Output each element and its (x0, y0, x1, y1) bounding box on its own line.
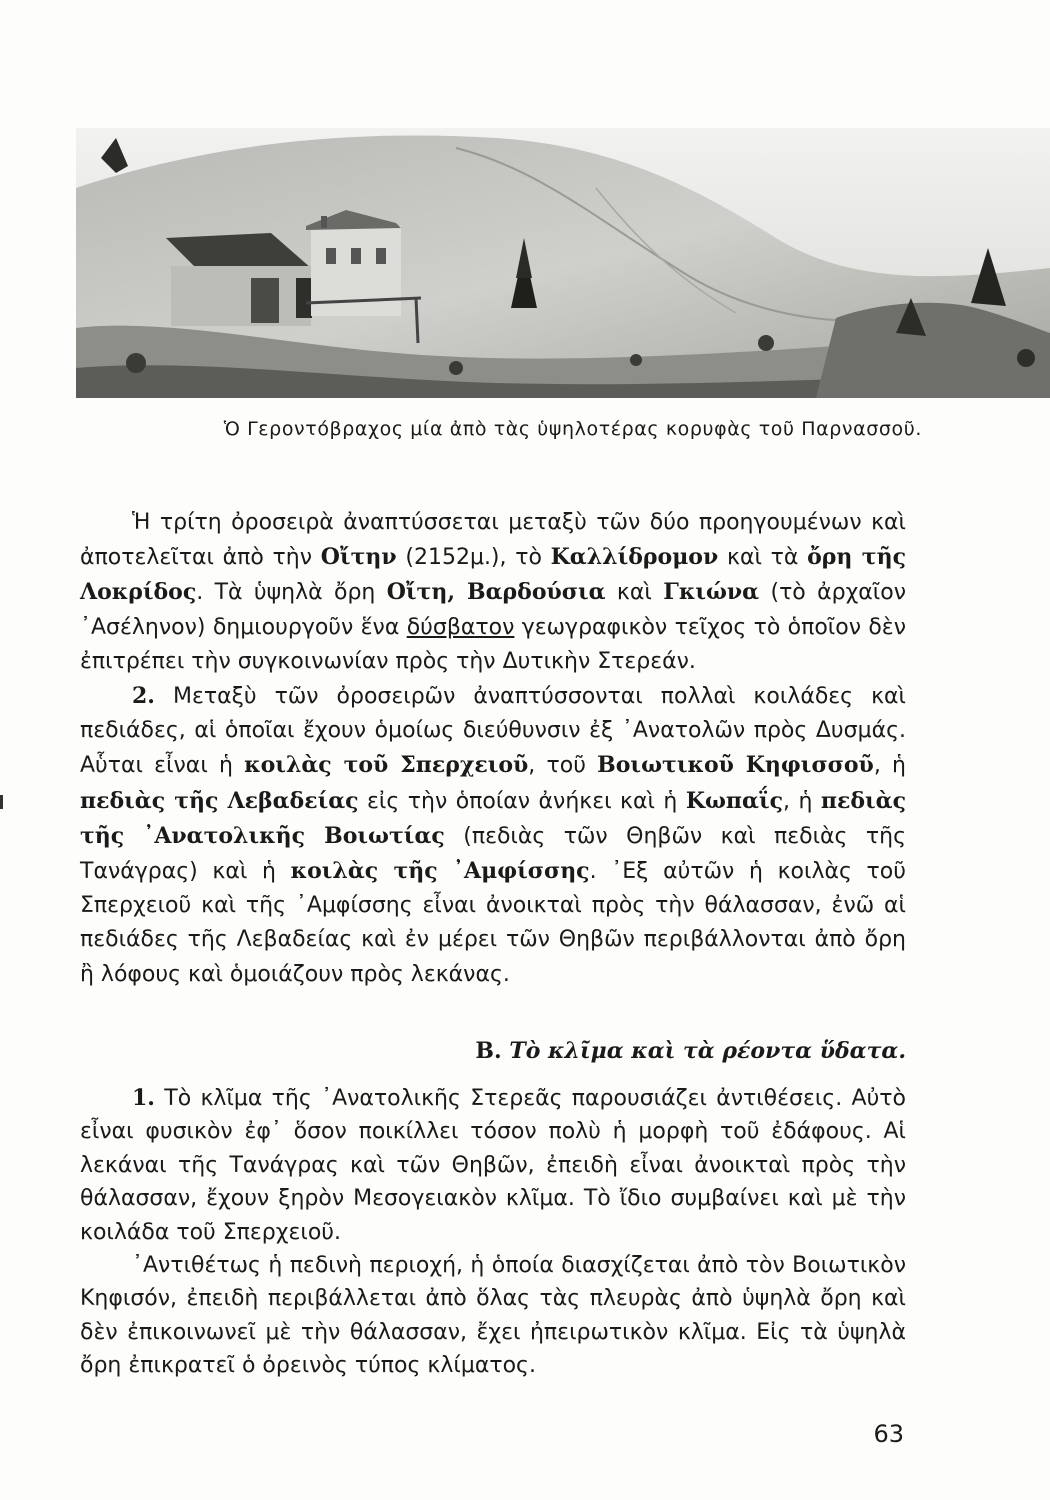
mountain-photo (76, 128, 1050, 398)
paragraph-number: 2. (132, 683, 155, 710)
text: (πεδιὰς τῶν Θηβῶν καὶ πεδιὰς τῆς Τανάγρας) καὶ ἡ (80, 823, 907, 885)
text: ᾿Αντιθέτως ἡ πεδινὴ περιοχή, ἡ ὁποία διασχίζεται ἀπὸ τὸν Βοιωτικὸν Κηφισόν, ἐπειδὴ περιβάλλεται ἀπὸ ὅλας τὰς πλευρὰς ἀπὸ ὑψηλὰ ὄρη καὶ δὲν ἐπικοινωνεῖ μὲ τὴν θάλασσαν, ἔχει ἠπειρωτικὸν κλῖμα. Εἰς τὰ ὑψηλὰ ὄρη ἐπικρατεῖ ὁ ὀρεινὸς τύπος κλίματος. (80, 1253, 906, 1379)
text: Τὸ κλῖμα τῆς ᾿Ανατολικῆς Στερεᾶς παρουσιάζει ἀντιθέσεις. Αὐτὸ εἶναι φυσικὸν ἐφ᾿ ὅσον ποικίλλει τόσον πολὺ ἡ μορφὴ τοῦ ἐδάφους. Αἱ λεκάναι τῆς Τανάγρας καὶ τῶν Θηβῶν, ἐπειδὴ εἶναι ἀνοικταὶ πρὸς τὴν θάλασσαν, ἔχουν ξηρὸν Μεσογειακὸν κλῖμα. Τὸ ἴδιο συμβαίνει καὶ μὲ τὴν κοιλάδα τοῦ Σπερχειοῦ. (80, 1086, 906, 1245)
text: γεωγραφικὸν τεῖχος τὸ ὁποῖον δὲν ἐπιτρέπει τὴν συγκοινωνίαν πρὸς τὴν Δυτικὴν Στερεάν. (80, 614, 906, 674)
bold-term: Οἴτη, Βαρδούσια (386, 579, 606, 606)
page-number: 63 (873, 1420, 904, 1448)
text: Ἡ τρίτη ὀροσειρὰ ἀναπτύσσεται μεταξὺ τῶν δύο προηγουμένων καὶ ἀποτελεῖται ἀπὸ τὴν (80, 510, 906, 571)
text: καὶ τὰ (718, 545, 808, 571)
bold-term: Κωπαΐς (685, 787, 783, 814)
text: . Τὰ ὑψηλὰ ὄρη (196, 580, 387, 606)
text: , τοῦ (528, 753, 598, 779)
paragraph-number: 1. (132, 1085, 155, 1111)
text: (2152μ.), τὸ (396, 545, 551, 571)
paragraph-continental (80, 1249, 906, 1383)
bold-term: κοιλὰς τοῦ Σπερχειοῦ (244, 752, 529, 779)
paragraph-valleys (80, 679, 906, 992)
body-text-lower (80, 1082, 906, 1383)
body-text-upper (80, 506, 906, 992)
bold-term: πεδιὰς τῆς Λεβαδείας (80, 787, 359, 814)
section-title: Τὸ κλῖμα καὶ τὰ ρέοντα ὕδατα. (509, 1038, 906, 1064)
bold-term: πεδιὰς τῆς ᾿Ανατολικῆς Βοιωτίας (80, 787, 906, 849)
bold-term: Γκιώνα (663, 579, 760, 606)
text: εἰς τὴν ὁποίαν ἀνήκει καὶ ἡ (358, 788, 686, 814)
underlined-term: δύσβατον (406, 614, 515, 640)
photo-caption: Ὁ Γεροντόβραχος μία ἀπὸ τὰς ὑψηλοτέρας κορυφὰς τοῦ Παρνασσοῦ. (223, 418, 922, 440)
paragraph-climate (80, 1082, 906, 1249)
paragraph-third-range (80, 506, 906, 679)
bold-term: κοιλὰς τῆς ᾿Αμφίσσης (290, 858, 590, 885)
bold-term: ὄρη τῆς Λοκρίδος (80, 544, 906, 606)
text: . ᾿Εξ αὐτῶν ἡ κοιλὰς τοῦ Σπερχειοῦ καὶ τῆς ᾿Αμφίσσης εἶναι ἀνοικταὶ πρὸς τὴν θάλασσαν, ἐνῶ αἱ πεδιάδες τῆς Λεβαδείας καὶ ἐν μέρει τῶν Θηβῶν περιβάλλονται ἀπὸ ὄρη ἢ λόφους καὶ ὁμοιάζουν πρὸς λεκάνας. (80, 859, 906, 987)
bold-term: Βοιωτικοῦ Κηφισσοῦ (597, 752, 874, 779)
bold-term: Καλλίδρομον (550, 544, 719, 571)
text: καὶ (605, 580, 664, 606)
text: , ἡ (783, 788, 821, 814)
section-letter: Β. (475, 1038, 502, 1064)
margin-mark (0, 795, 3, 809)
bold-term: Οἴτην (320, 544, 397, 571)
text: Μεταξὺ τῶν ὀροσειρῶν ἀναπτύσσονται πολλαὶ κοιλάδες καὶ πεδιάδες, αἱ ὁποῖαι ἔχουν ὁμοίως διεύθυνσιν ἐξ ᾿Ανατολῶν πρὸς Δυσμάς. Αὗται εἶναι ἡ (80, 684, 906, 779)
text: , ἡ (873, 753, 906, 779)
section-heading (80, 1038, 906, 1064)
mountain-hut-illustration (76, 128, 1050, 398)
text: (τὸ ἀρχαῖον ᾿Ασέληνον) δημιουργοῦν ἕνα (80, 580, 906, 640)
